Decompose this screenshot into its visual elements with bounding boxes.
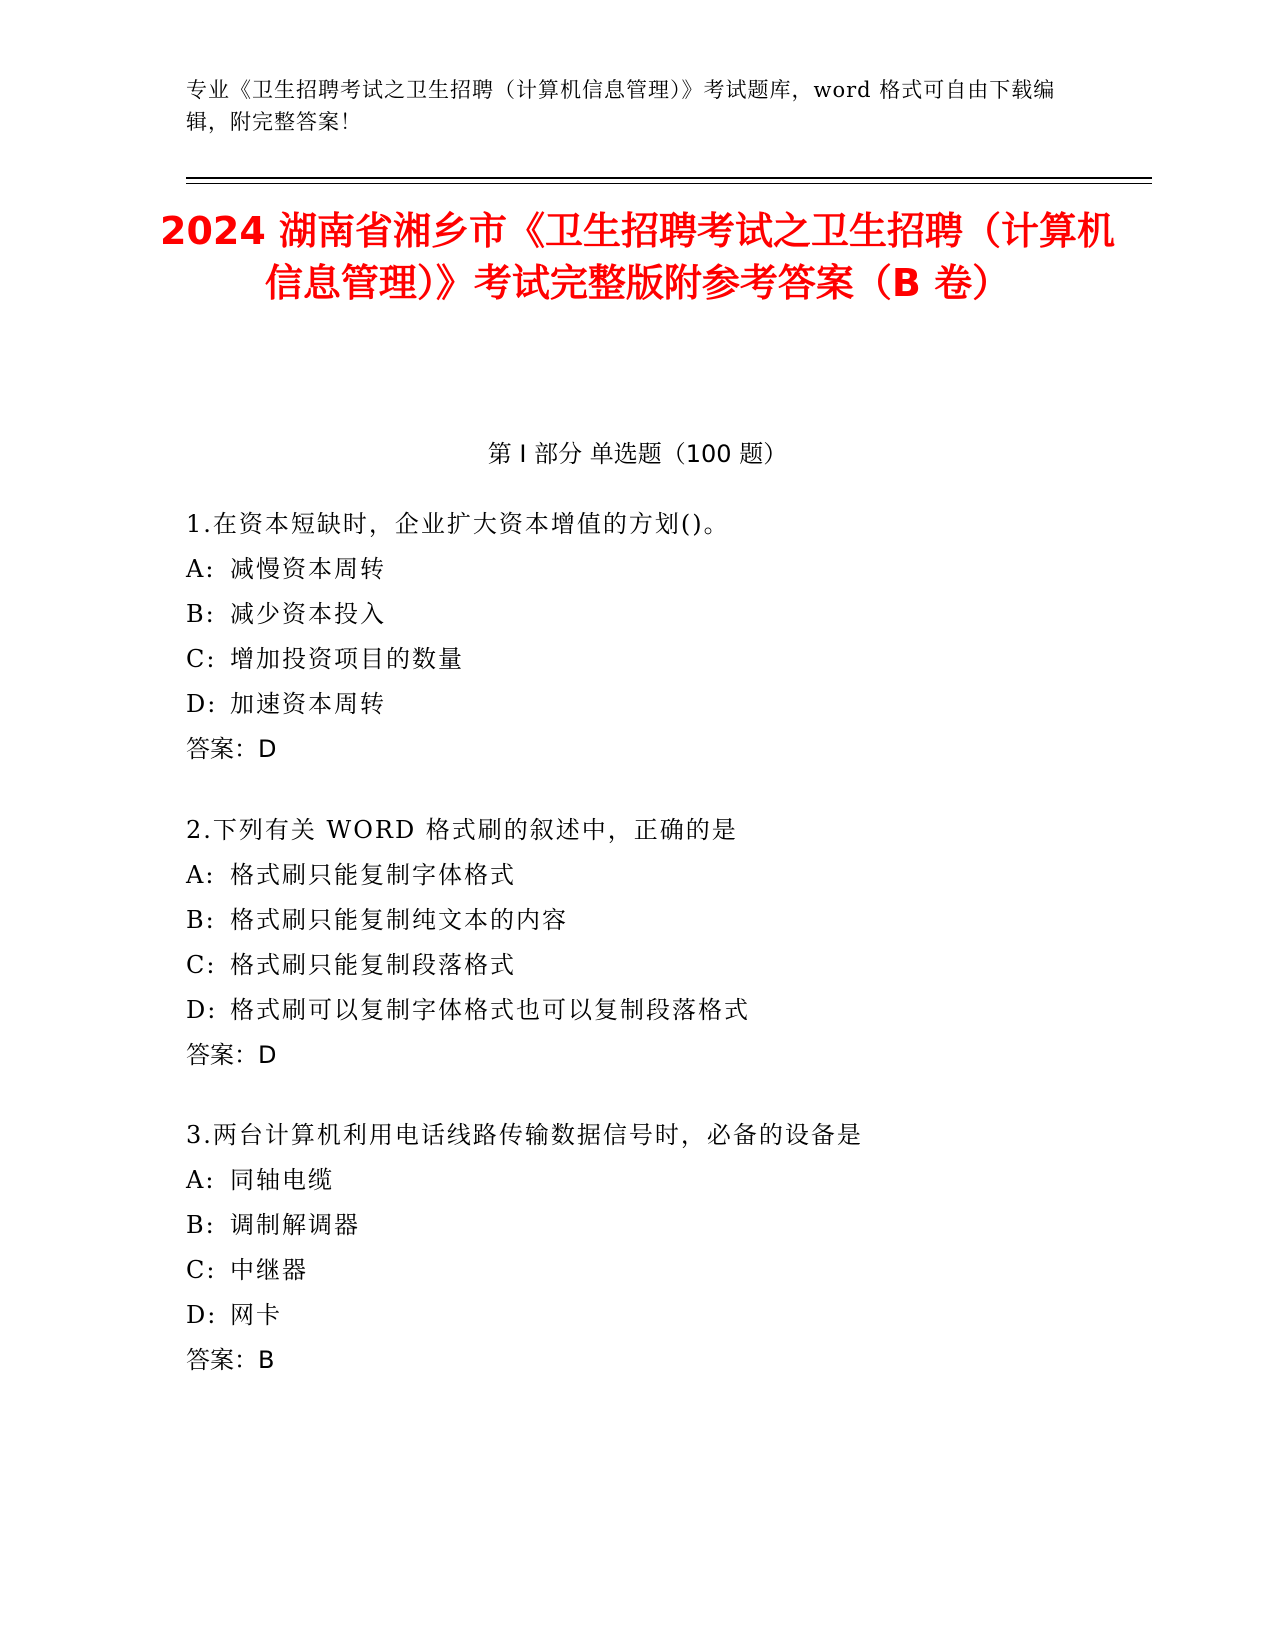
question-text: 1.在资本短缺时，企业扩大资本增值的方划()。	[186, 510, 730, 538]
option-a	[186, 853, 1186, 898]
question-text: 2.下列有关 WORD 格式刷的叙述中，正确的是	[186, 816, 738, 844]
option-text: 格式刷只能复制段落格式	[230, 951, 516, 979]
option-text: 格式刷可以复制字体格式也可以复制段落格式	[230, 996, 750, 1024]
question-3	[186, 1113, 1186, 1383]
option-b	[186, 1203, 1186, 1248]
option-d	[186, 1293, 1186, 1338]
option-text: 加速资本周转	[230, 690, 386, 718]
answer-line: 答案：B	[186, 1346, 275, 1374]
option-letter: C:	[186, 1256, 217, 1284]
option-letter: D:	[186, 996, 218, 1024]
header-rule-thin	[186, 183, 1152, 184]
header-note: 专业《卫生招聘考试之卫生招聘（计算机信息管理）》考试题库，word 格式可自由下载编辑，附完整答案！	[186, 78, 1056, 134]
option-a	[186, 547, 1186, 592]
option-d	[186, 988, 1186, 1033]
option-letter: C:	[186, 645, 217, 673]
option-c	[186, 637, 1186, 682]
option-text: 格式刷只能复制纯文本的内容	[230, 906, 568, 934]
option-letter: B:	[186, 1211, 216, 1239]
header-rule-thick	[186, 177, 1152, 179]
option-letter: A:	[186, 861, 216, 889]
option-a	[186, 1158, 1186, 1203]
option-c	[186, 1248, 1186, 1293]
option-text: 同轴电缆	[230, 1166, 334, 1194]
option-c	[186, 943, 1186, 988]
option-text: 格式刷只能复制字体格式	[230, 861, 516, 889]
option-text: 网卡	[230, 1301, 282, 1329]
option-d	[186, 682, 1186, 727]
option-text: 减少资本投入	[230, 600, 386, 628]
option-text: 调制解调器	[230, 1211, 360, 1239]
option-text: 增加投资项目的数量	[230, 645, 464, 673]
option-b	[186, 898, 1186, 943]
option-letter: A:	[186, 555, 216, 583]
question-1	[186, 502, 1186, 772]
question-2	[186, 808, 1186, 1078]
option-b	[186, 592, 1186, 637]
question-text: 3.两台计算机利用电话线路传输数据信号时，必备的设备是	[186, 1121, 863, 1149]
option-letter: C:	[186, 951, 217, 979]
option-letter: D:	[186, 1301, 218, 1329]
option-text: 减慢资本周转	[230, 555, 386, 583]
option-letter: B:	[186, 906, 216, 934]
option-letter: A:	[186, 1166, 216, 1194]
document-title: 2024 湖南省湘乡市《卫生招聘考试之卫生招聘（计算机信息管理）》考试完整版附参考答案（B 卷）	[160, 209, 1115, 305]
section-heading: 第 I 部分 单选题（100 题）	[487, 440, 788, 468]
answer-line: 答案：D	[186, 1041, 277, 1069]
option-letter: B:	[186, 600, 216, 628]
option-text: 中继器	[230, 1256, 308, 1284]
answer-line: 答案：D	[186, 735, 277, 763]
option-letter: D:	[186, 690, 218, 718]
